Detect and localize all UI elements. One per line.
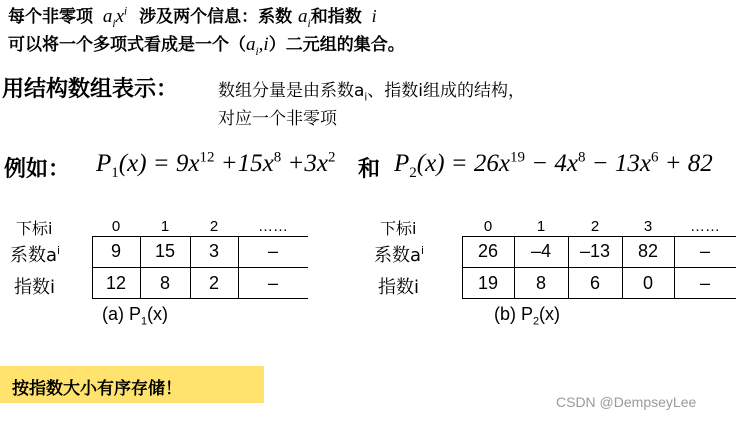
pair-a: a: [246, 34, 256, 55]
table-a-caption: [102, 304, 169, 328]
table-b-header: 2: [590, 218, 600, 235]
table-a-coef-label: [10, 241, 60, 267]
p2-e2: 8: [577, 149, 586, 166]
table-a-caption-prefix: (a) P: [102, 304, 142, 324]
intro-line1-and: 和指数: [310, 7, 362, 27]
intro-line2-prefix: 可以将一个多项式看成是一个（: [8, 35, 246, 55]
table-a-exp-cell: 12: [105, 273, 127, 293]
watermark: CSDN @DempseyLee: [556, 394, 697, 410]
table-b-caption-prefix: (b) P: [494, 304, 534, 324]
table-b-rule: [462, 298, 736, 299]
table-a-caption-sub: 1: [141, 315, 148, 328]
pair-comma: ,: [258, 34, 264, 55]
table-b-coef-cell: –13: [579, 241, 611, 261]
pair-i: i: [263, 34, 269, 55]
table-a-coef-cell: 15: [154, 241, 176, 261]
p1-e1: 12: [199, 149, 215, 166]
structure-desc-part1: 数组分量是由系数a: [218, 81, 365, 101]
table-b-coef-cell: –: [699, 241, 710, 261]
table-a-rule: [92, 267, 308, 268]
p1-sub: 1: [111, 165, 119, 181]
p2-arg: (x) = 26x: [416, 150, 510, 177]
p2-t3: − 13x: [585, 150, 651, 177]
example-label: 例如：: [4, 157, 71, 182]
table-b-exp-cell: 6: [589, 273, 600, 293]
table-a-header: 0: [111, 218, 121, 235]
polynomial-p1: [96, 148, 336, 181]
term-x: x: [115, 6, 125, 27]
term-a-sub: i: [112, 17, 116, 30]
polynomial-p2: [394, 148, 713, 181]
table-b-header: 3: [643, 218, 653, 235]
table-b-caption: [494, 304, 561, 328]
table-b-header: ……: [690, 218, 720, 235]
table-b-exp-cell: –: [699, 273, 710, 293]
p1-t3: +3x: [281, 150, 328, 177]
table-b-caption-suffix: (x): [539, 304, 561, 324]
table-b-coef-text: 系数a: [374, 245, 422, 266]
term-x-exp: i: [124, 5, 128, 18]
table-b-header: 0: [483, 218, 493, 235]
table-b-coef-cell: 26: [477, 241, 499, 261]
intro-line1-idx: i: [371, 6, 377, 26]
p2-name: P: [394, 150, 410, 177]
table-a-coef-sup: i: [57, 244, 61, 257]
table-b-exp-cell: 8: [535, 273, 546, 293]
p2-e1: 19: [510, 149, 525, 166]
table-a-index-label: 下标i: [16, 219, 53, 238]
table-b-coef-cell: –4: [530, 241, 552, 261]
p2-sub: 2: [409, 165, 417, 181]
p2-t2: − 4x: [525, 150, 578, 177]
table-a-rule: [92, 298, 308, 299]
structure-desc-line2: 对应一个非零项: [218, 109, 337, 129]
table-a-exp-cell: –: [267, 273, 278, 293]
table-a-coef-text: 系数a: [10, 245, 58, 266]
p1-e3: 2: [327, 149, 336, 166]
table-b-exp-label: 指数i: [378, 277, 420, 298]
structure-label: 用结构数组表示：: [2, 77, 179, 102]
coef-a: a: [298, 6, 308, 27]
p1-arg: (x) = 9x: [118, 150, 200, 177]
table-a-coef-cell: 3: [208, 241, 219, 261]
table-b-rule: [462, 236, 736, 237]
structure-desc-line1: [218, 76, 525, 104]
intro-line-1: [8, 2, 377, 28]
table-b-coef-sup: i: [421, 244, 425, 257]
intro-line1-prefix: 每个非零项: [8, 7, 93, 27]
table-a-coef-cell: 9: [110, 241, 121, 261]
table-b-header: 1: [536, 218, 546, 235]
p1-t2: +15x: [214, 150, 274, 177]
table-b-rule: [462, 267, 736, 268]
intro-line2-suffix: ）二元组的集合。: [268, 35, 405, 55]
term-a: a: [102, 6, 113, 27]
p2-t4: + 82: [658, 150, 713, 177]
table-a-exp-cell: 2: [208, 273, 219, 293]
table-b-coef-cell: 82: [637, 241, 659, 261]
table-a-coef-cell: –: [267, 241, 278, 261]
table-b-index-label: 下标i: [380, 219, 417, 238]
coef-a-sub: i: [307, 17, 311, 30]
table-b-exp-cell: 19: [477, 273, 499, 293]
intro-line1-mid: 涉及两个信息：系数: [139, 7, 293, 27]
example-and: 和: [358, 157, 381, 182]
table-a-exp-label: 指数i: [14, 277, 56, 298]
structure-desc-part2: 、指数i组成的结构，: [367, 81, 525, 101]
structure-desc-sub: i: [364, 92, 368, 104]
table-a-rule: [92, 236, 308, 237]
table-b-coef-label: [374, 241, 424, 267]
p1-name: P: [96, 150, 112, 177]
intro-line-2: [8, 30, 405, 56]
table-b-exp-cell: 0: [642, 273, 653, 293]
table-a-header: 1: [160, 218, 170, 235]
storage-note: 按指数大小有序存储！: [12, 379, 182, 399]
table-a-header: ……: [258, 218, 288, 235]
table-a-exp-cell: 8: [159, 273, 170, 293]
table-a-caption-suffix: (x): [147, 304, 169, 324]
table-b-caption-sub: 2: [533, 315, 540, 328]
p1-e2: 8: [273, 149, 282, 166]
p2-e3: 6: [650, 149, 659, 166]
table-a-header: 2: [209, 218, 219, 235]
pair-a-sub: i: [255, 45, 259, 58]
